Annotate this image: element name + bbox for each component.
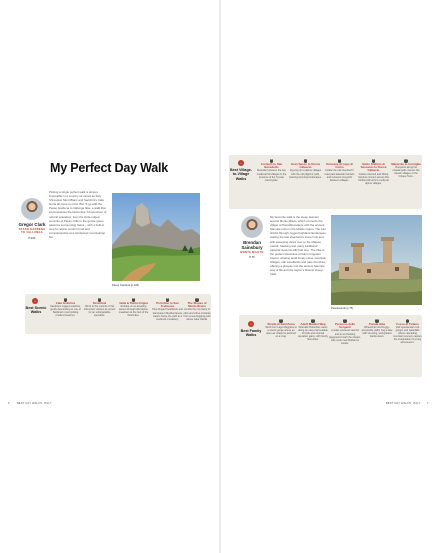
walk-desc: A water-powered sawmill and an enchanting playground mark the stream-side route near Bolzano's woods. [329,329,361,345]
best-village-walks-panel [229,155,422,209]
walk-number: 10 [404,159,408,161]
walk-number: 8 [338,159,341,161]
scenic-label: Best Scenic Walks [25,306,47,315]
book-gutter [219,0,221,553]
walk-title: Fosso di Tiziano [396,321,419,326]
walk-desc: Pine-fringed headlands and transparent Mediterranean waters frame the path to a medieval monastery. [152,308,183,321]
village-walk-9 [357,159,390,185]
gregor-avatar [21,198,43,220]
village-label: Best Village-to-Village Walks [229,168,253,181]
scenic-walk-3 [117,298,150,317]
walk-desc: Zig-zag up to alpine villages with the old pilgrims' path, passing stunning landscapes. [289,169,322,179]
village-walk-8 [323,159,356,182]
walk-title: Ponale Hike [368,321,386,326]
walk-title: Strada di Sant'Anna [267,321,295,326]
family-walk-15 [393,319,422,345]
pescasseroli-photo [331,215,422,305]
walk-number: 1 [64,298,67,300]
walk-number: 14 [375,319,379,321]
walk-number: 3 [132,298,135,300]
walk-number: 5 [196,298,198,300]
scenic-walk-4 [151,298,184,321]
right-page-number: 7 [427,402,429,405]
walk-desc: Stroll from Lago Maggiore to a scenic gorge where an open-air chapel is perched on a crag. [265,326,297,339]
walk-title: Manarola to Corniglia [391,161,421,166]
walk-title: Stromboli [92,300,107,305]
left-running-footer: BEST DAY WALKS: ITALY [17,402,52,405]
village-walk-10 [391,159,421,178]
family-icon: ⌂ [248,321,254,327]
walk-number: 13 [343,319,347,321]
author-route: MONTE MILETO [240,251,264,254]
family-walk-14 [361,319,393,338]
body-paragraph: My favourite walk is the steep descent around Monte Mileto, which connects the village of Pietrabbondante with the ancient Samnite ruins in the Molise region. The trail climbs through rugged highland landscapes, visiting the last shepherd's stone huts and with sweeping views over to the Matese massif, hawking and many traditional pastoral customs still hold true. The hike is the perfect showcase of Italy's forgotten interior, winding amid lonely stone mountain villages, oak woodlands and past churches, offering a glimpse into the ancient Samnite way of life and the region's historic sheep-trails. [270,215,327,277]
author-name: Gregor Clark [18,222,46,227]
intro-paragraph: Picking a single perfect walk is almost impossible in a country as varied as Italy. Shrouded, Mont Blanc and Sacchini's Cala Goria all come to mind. But I'll go with the Passo Gardena to Vallunga hike, a walk that encompasses the Dolomites' full spectrum of natural splendour, from the knife-edged summits of Passo Odle to the gentle green pastures surrounding Selva – with a built-in stop for alpine comfort food and companionship at a windswept mountaintop hut. [49,190,107,240]
walk-number: 2 [98,298,101,300]
walk-title: Gran Sasso to Rocca Calascio [290,161,321,169]
walk-desc: Visit spectacular rock gorges and waterfalls where cascading mountain scenery capture the imagination of young adventurers. [393,326,422,345]
walk-title: Corniolo to San Benedetto [260,161,283,169]
family-walk-12 [297,319,329,341]
brendan-avatar [241,216,263,238]
author-gregor [18,198,46,240]
photo-caption: Passo Gardena (p.106) [112,284,139,287]
photo-caption: Pescasseroli (p.76) [331,307,354,310]
walk-number: 11 [279,319,283,321]
family-walk-13 [329,319,361,345]
village-walk-6 [255,159,288,182]
family-walk-11 [265,319,297,338]
walk-title: Grinzane di Lago di Como [326,161,353,169]
walk-desc: Castle-crowned and hilltop hamlets connect across this fortified Abruzzo's medieval alpine villages. [358,172,389,186]
left-page-number: 6 [8,402,10,405]
walk-title: Portofino to San Fruttuoso [156,300,179,308]
passo-gardena-photo [112,193,200,281]
walk-desc: Follow the old shepherd's road past lakeside hamlets and terraced vineyards between villages. [324,169,355,182]
scenic-walk-2 [83,298,116,317]
walk-number: 12 [311,319,315,321]
walk-number: 6 [270,159,273,161]
walk-number: 7 [304,159,307,161]
walk-title: Santo Stefano di Sessanio to Rocca Calascio [360,161,387,173]
walk-desc: Vineyards along the coastal path connect the classic villages of the Cinque Terre. [392,166,420,179]
walk-desc: Meander between the two medieval hill villages in the province of the Tuscan countryside. [256,169,287,182]
author-brendan [237,216,267,259]
village-icon: ⌂ [238,160,244,166]
author-route: PASSO GARDENA TO VALLUNGA [18,228,46,235]
family-label: Best Family Walks [240,329,262,338]
walk-title: Percorso delle Sorgenti [335,321,355,329]
walk-desc: Dramatic Dolomites views along an easy trail suitable for kids and minimal elevation gains, with family favourites. [298,326,328,342]
walk-desc: Sardinia's rugged coastline, gently descending to one of Sardinia's most striking prettiest beaches. [50,305,81,318]
page-title: My Perfect Day Walk [50,161,169,175]
walk-number: 15 [406,319,409,321]
scenic-walk-5 [183,298,211,321]
walk-title: Vetta & Punta Grigna [119,300,148,305]
walk-title: Adolf Munkel Weg [300,321,326,326]
scenic-walk-1 [49,298,82,317]
best-family-walks-panel [239,315,422,377]
village-walk-7 [289,159,322,179]
right-running-footer: BEST DAY WALKS: ITALY [386,402,421,405]
walk-title: Cala Goloritzè [55,300,76,305]
author-name: Brendan Sainsbury [241,240,263,250]
walk-desc: Wheelchair and buggy-accessible paths hug a lake with stunning, well-graded Garda views. [361,326,393,339]
walk-desc: Climb to the summit of this still-active volcano at sunset for an unforgettable spectacle. [83,305,116,318]
author-page-ref: P.104 [28,235,36,240]
walk-title: The Slopes of Monte Bruno [187,300,207,308]
best-scenic-walks-panel [25,294,211,334]
author-page-ref: P.76 [249,255,255,260]
walk-desc: Embark on an amazing ascent through wild alpine meadows at the foot of the Dolomites. [118,305,149,318]
walk-number: 9 [372,159,375,161]
walk-number: 4 [166,298,169,300]
walk-desc: Amidst the remnants of olive and citrus orchards from a sea-hugging path above Lake Garda. [183,308,211,321]
scenic-icon: ⌂ [32,298,38,304]
